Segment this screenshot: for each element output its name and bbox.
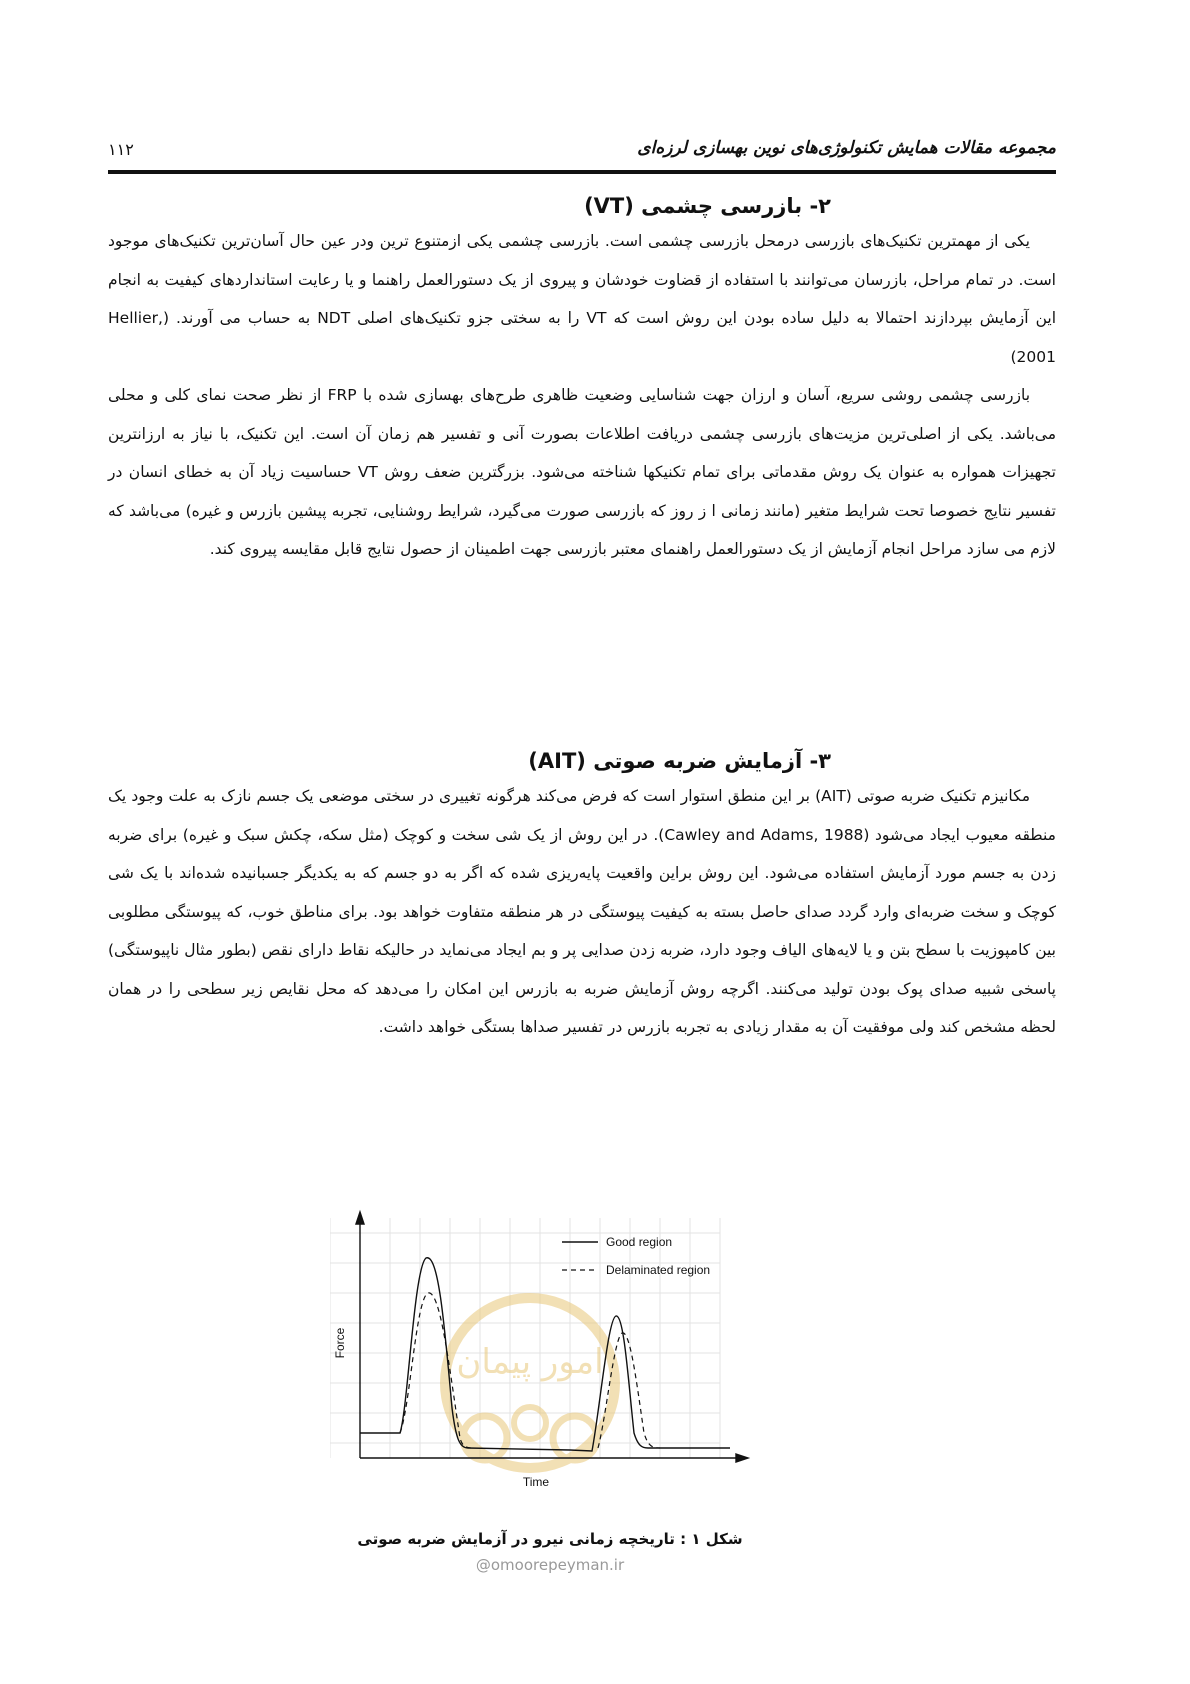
grid [330,1218,720,1458]
legend-delaminated-label: Delaminated region [606,1263,711,1277]
section-acoustic-impact [108,745,1056,1047]
legend [562,1235,710,1277]
journal-title: مجموعه مقالات همایش تکنولوژی‌های نوین بهسازی لرزه‌ای [637,138,1056,158]
paragraph: مکانیزم تکنیک ضربه صوتی (AIT) بر این منطق استوار است که فرض می‌کند هرگونه تغییری در سختی موضعی یک جسم نازک به علت وجود یک منطقه معیوب ایجاد می‌شود (Cawley and Adams, 1988). در این روش از یک شی سخت و کوچک (مثل سکه، چکش سبک و غیره) برای ضربه زدن به جسم مورد آزمایش استفاده می‌شود. این روش براین واقعیت پایه‌ریزی شده که اگر به دو جسم که به یکدیگر جسبانیده شده‌اند با یک شی کوچک و سخت ضربه‌ای وارد گردد صدای حاصل بسته به کیفیت پیوستگی در هر منطقه متفاوت خواهد بود. برای مناطق خوب، که پیوستگی مطلوبی بین کامپوزیت با سطح بتن و یا لایه‌های الیاف وجود دارد، ضربه زدن صدایی پر و بم ایجاد می‌نماید در حالیکه نقاط دارای نقص (بطور مثال ناپیوستگی) پاسخی شبیه صدای پوک بودن تولید می‌کنند. اگرچه روش آزمایش ضربه به بازرس این امکان را می‌دهد که محل نقایص زیر سطحی را در همان لحظه مشخص کند ولی موفقیت آن به مقدار زیادی به تجربه بازرس در تفسیر صداها بستگی خواهد داشت. [108,787,1056,1036]
watermark-url: @omoorepeyman.ir [475,1556,625,1574]
section-heading: ۲- بازرسی چشمی (VT) [584,194,831,218]
header-rule [108,170,1056,174]
figure-caption: شکل ۱ : تاریخچه زمانی نیرو در آزمایش ضربه صوتی [357,1530,743,1548]
axes [356,1212,748,1462]
section-visual-inspection [108,190,1056,569]
paragraph: یکی از مهمترین تکنیک‌های بازرسی درمحل بازرسی چشمی است. بازرسی چشمی یکی ازمتنوع ترین ودر عین حال آسان‌ترین تکنیک‌های موجود است. در تمام مراحل، بازرسان می‌توانند با استفاده از قضاوت خودشان و پیروی از یک دستورالعمل راهنما و یا رعایت استانداردهای کیفیت به انجام این آزمایش بپردازند احتمالا به دلیل ساده بودن این روش است که VT را به سختی جزو تکنیک‌های اصلی NDT به حساب می آورند. (Hellier, 2001) [108,232,1056,366]
y-axis-label: Force [333,1327,347,1359]
x-axis-label: Time [522,1475,550,1489]
paragraph: بازرسی چشمی روشی سریع، آسان و ارزان جهت شناسایی وضعیت ظاهری طرح‌های بهسازی شده با FRP از نظر صحت نمای کلی و محلی می‌باشد. یکی از اصلی‌ترین مزیت‌های بازرسی چشمی دریافت اطلاعات بصورت آنی و تفسیر هم زمان آن است. این تکنیک، با نیاز به ارزانترین تجهیزات همواره به عنوان یک روش مقدماتی برای تمام تکنیکها شناخته می‌شود. بزرگترین ضعف روش VT حساسیت زیاد آن به خطای انسان در تفسیر نتایج خصوصا تحت شرایط متغیر (مانند زمانی ا ز روز که بازرسی صورت می‌گیرد، شرایط روشنایی، تجربه پیشین بازرس و غیره) می‌باشد که لازم می سازد مراحل انجام آزمایش از یک دستورالعمل راهنمای معتبر بازرسی جهت اطمینان از حصول نتایج قابل مقایسه پیروی کند. [108,386,1056,558]
force-time-figure [330,1208,770,1538]
page-header [108,128,1056,170]
section-heading: ۳- آزمایش ضربه صوتی (AIT) [528,749,831,773]
page-number: ۱۱۲ [108,140,134,159]
watermark-logo-text: امور پیمان [456,1342,604,1382]
legend-good-label: Good region [606,1235,673,1249]
